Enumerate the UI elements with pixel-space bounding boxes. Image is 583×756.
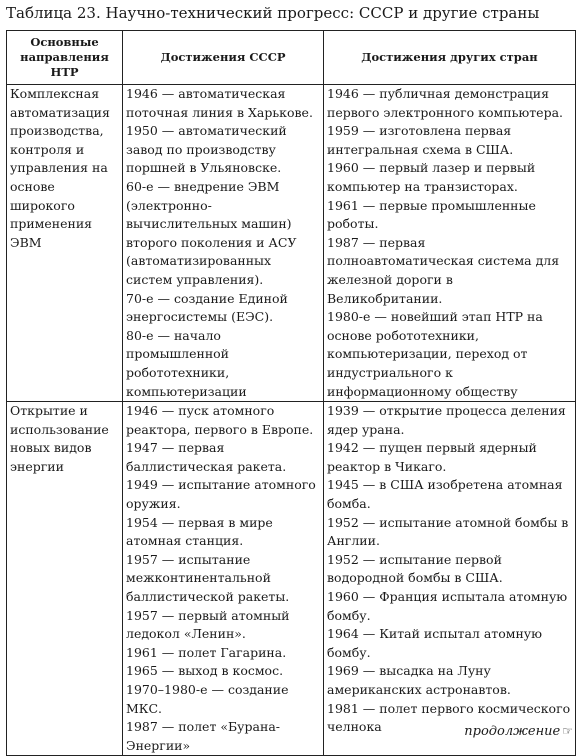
list-item: 1939 — открытие процесса деления ядер урана.: [327, 403, 566, 437]
list-item: 80-е — начало промышленной робототехники, компьютеризации: [126, 327, 247, 399]
list-item: 1949 — испытание атомного оружия.: [126, 477, 316, 512]
table-row: [7, 402, 576, 756]
other-achievements-cell: [324, 402, 576, 756]
list-item: 1954 — первая в мире атомная станция.: [126, 514, 273, 549]
header-other-achievements: Достижения других стран: [324, 31, 576, 85]
list-item: 1987 — первая полноавтоматическая система для железной дороги в Великобритании.: [327, 234, 560, 306]
pointing-hand-icon: ☞: [562, 724, 573, 738]
list-item: 1987 — полет «Бурана-Энергии»: [126, 719, 280, 753]
list-item: 1945 — в США изобретена атомная бомба.: [327, 477, 563, 512]
continuation-note: [464, 722, 573, 741]
table-header-row: [7, 31, 576, 85]
list-item: 1942 — пущен первый ядерный реактор в Чикаго.: [327, 440, 537, 474]
list-item: 1964 — Китай испытал атомную бомбу.: [327, 626, 543, 660]
list-item: 1957 — первый атомный ледокол «Ленин».: [126, 607, 290, 642]
list-item: 1946 — пуск атомного реактора, первого в Европе.: [126, 403, 314, 437]
list-item: 70-е — создание Единой энергосистемы (ЕЭС).: [126, 290, 288, 325]
list-item: 1959 — изготовлена первая интегральная схема в США.: [327, 123, 514, 157]
list-item: 1957 — испытание межконтинентальной баллистической ракеты.: [126, 551, 290, 605]
list-item: 1980-е — новейший этап НТР на основе робототехники, компьютеризации, переход от индустриального к информационному обществу: [327, 309, 543, 399]
ntr-table: [6, 30, 576, 756]
header-directions: Основные направления НТР: [7, 31, 123, 85]
direction-cell: Открытие и использование новых видов энергии: [7, 402, 123, 756]
list-item: 1961 — первые промышленные роботы.: [327, 197, 536, 232]
list-item: 1947 — первая баллистическая ракета.: [126, 440, 287, 474]
list-item: 1981 — полет первого космического челнока: [327, 700, 571, 735]
table-row: [7, 85, 576, 402]
continuation-label: продолжение: [464, 724, 561, 739]
list-item: 1946 — публичная демонстрация первого электронного компьютера.: [327, 86, 563, 120]
list-item: 1970–1980-е — создание МКС.: [126, 682, 289, 716]
other-achievements-cell: [324, 85, 576, 402]
list-item: 1960 — первый лазер и первый компьютер на транзисторах.: [327, 160, 536, 194]
list-item: 1946 — автоматическая поточная линия в Харькове.: [126, 86, 313, 120]
list-item: 60-е — внедрение ЭВМ (электронно-вычислительных машин) второго поколения и АСУ (автоматизированных систем управления).: [126, 178, 297, 287]
list-item: 1950 — автоматический завод по производству поршней в Ульяновске.: [126, 123, 287, 176]
ussr-achievements-cell: [123, 402, 324, 756]
list-item: 1952 — испытание атомной бомбы в Англии.: [327, 514, 569, 549]
table-title: Таблица 23. Научно-технический прогресс: СССР и другие страны: [6, 4, 540, 22]
header-ussr-achievements: Достижения СССР: [123, 31, 324, 85]
list-item: 1952 — испытание первой водородной бомбы в США.: [327, 551, 503, 586]
list-item: 1969 — высадка на Луну американских астронавтов.: [327, 663, 511, 697]
list-item: 1960 — Франция испытала атомную бомбу.: [327, 589, 568, 623]
ussr-achievements-cell: [123, 85, 324, 402]
direction-cell: Комплексная автоматизация производства, контроля и управления на основе широкого применения ЭВМ: [7, 85, 123, 402]
list-item: 1961 — полет Гагарина.: [126, 644, 287, 660]
list-item: 1965 — выход в космос.: [126, 663, 284, 679]
